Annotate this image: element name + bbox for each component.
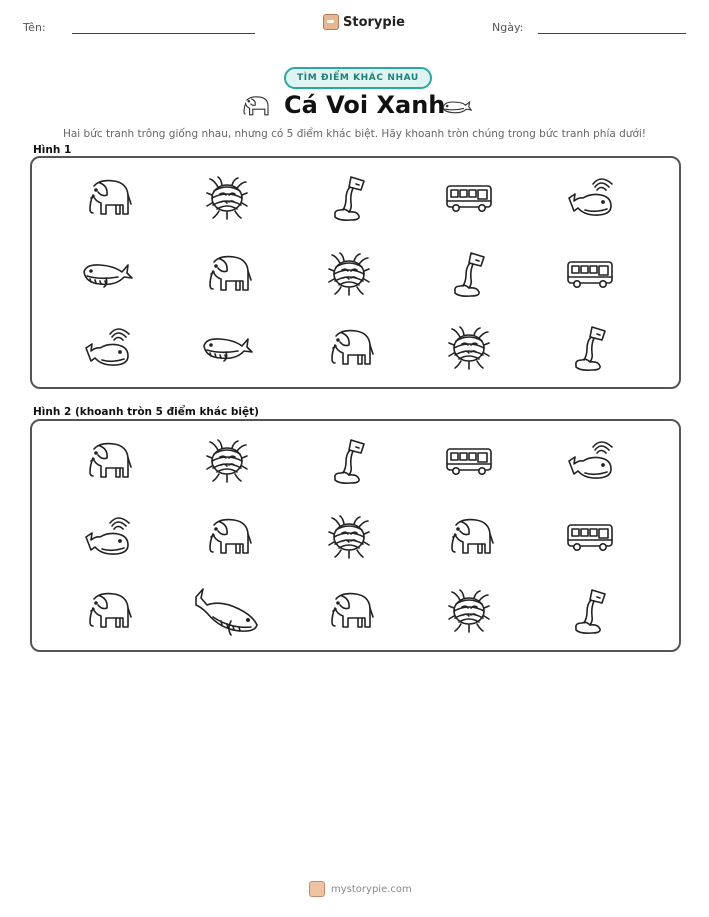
footer-site[interactable]: mystorypie.com — [331, 883, 412, 895]
shrimp-icon — [326, 251, 372, 297]
elephant-icon — [200, 252, 254, 296]
pouring-cup-icon — [449, 249, 489, 299]
elephant-icon[interactable] — [322, 589, 376, 633]
shrimp-icon[interactable] — [326, 514, 372, 560]
elephant-icon[interactable] — [80, 589, 134, 633]
storypie-logo-icon — [323, 14, 339, 30]
picture-1-label: Hình 1 — [33, 144, 72, 156]
date-label: Ngày: — [492, 21, 524, 34]
date-field-line[interactable] — [538, 33, 686, 34]
pouring-cup-icon — [570, 323, 610, 373]
page-title: Cá Voi Xanh — [284, 91, 446, 119]
whale-icon — [80, 256, 134, 292]
brand-name: Storypie — [343, 14, 405, 30]
name-label: Tên: — [23, 21, 46, 34]
shrimp-icon[interactable] — [446, 588, 492, 634]
whale-icon — [200, 330, 254, 366]
shrimp-icon — [204, 175, 250, 221]
whale-sound-icon — [565, 176, 615, 220]
picture-1-frame — [30, 156, 681, 389]
whale-sound-icon — [82, 326, 132, 370]
pouring-cup-icon — [329, 173, 369, 223]
elephant-icon[interactable] — [80, 439, 134, 483]
title-elephant-icon — [240, 94, 272, 122]
elephant-icon — [80, 176, 134, 220]
footer — [309, 881, 412, 897]
name-field-line[interactable] — [72, 33, 255, 34]
picture-2-frame[interactable] — [30, 419, 681, 652]
bus-icon[interactable] — [444, 444, 494, 478]
pouring-cup-icon[interactable] — [570, 586, 610, 636]
whale-sound-icon[interactable] — [565, 439, 615, 483]
brand — [323, 14, 405, 30]
title-whale-icon — [440, 94, 472, 122]
whale-sound-icon[interactable] — [82, 515, 132, 559]
bus-icon[interactable] — [565, 520, 615, 554]
shrimp-icon — [446, 325, 492, 371]
elephant-icon[interactable] — [442, 515, 496, 559]
storypie-logo-icon — [309, 881, 325, 897]
instructions: Hai bức tranh trông giống nhau, nhưng có 5 điểm khác biệt. Hãy khoanh tròn chúng trong bức tranh phía dưới! — [62, 128, 647, 140]
bus-icon — [444, 181, 494, 215]
shrimp-icon[interactable] — [204, 438, 250, 484]
pouring-cup-icon[interactable] — [329, 436, 369, 486]
worksheet-type-badge: TÌM ĐIỂM KHÁC NHAU — [284, 67, 432, 89]
elephant-icon[interactable] — [200, 515, 254, 559]
picture-2-label: Hình 2 (khoanh tròn 5 điểm khác biệt) — [33, 406, 259, 418]
whale-icon[interactable] — [191, 585, 263, 637]
bus-icon — [565, 257, 615, 291]
elephant-icon — [322, 326, 376, 370]
